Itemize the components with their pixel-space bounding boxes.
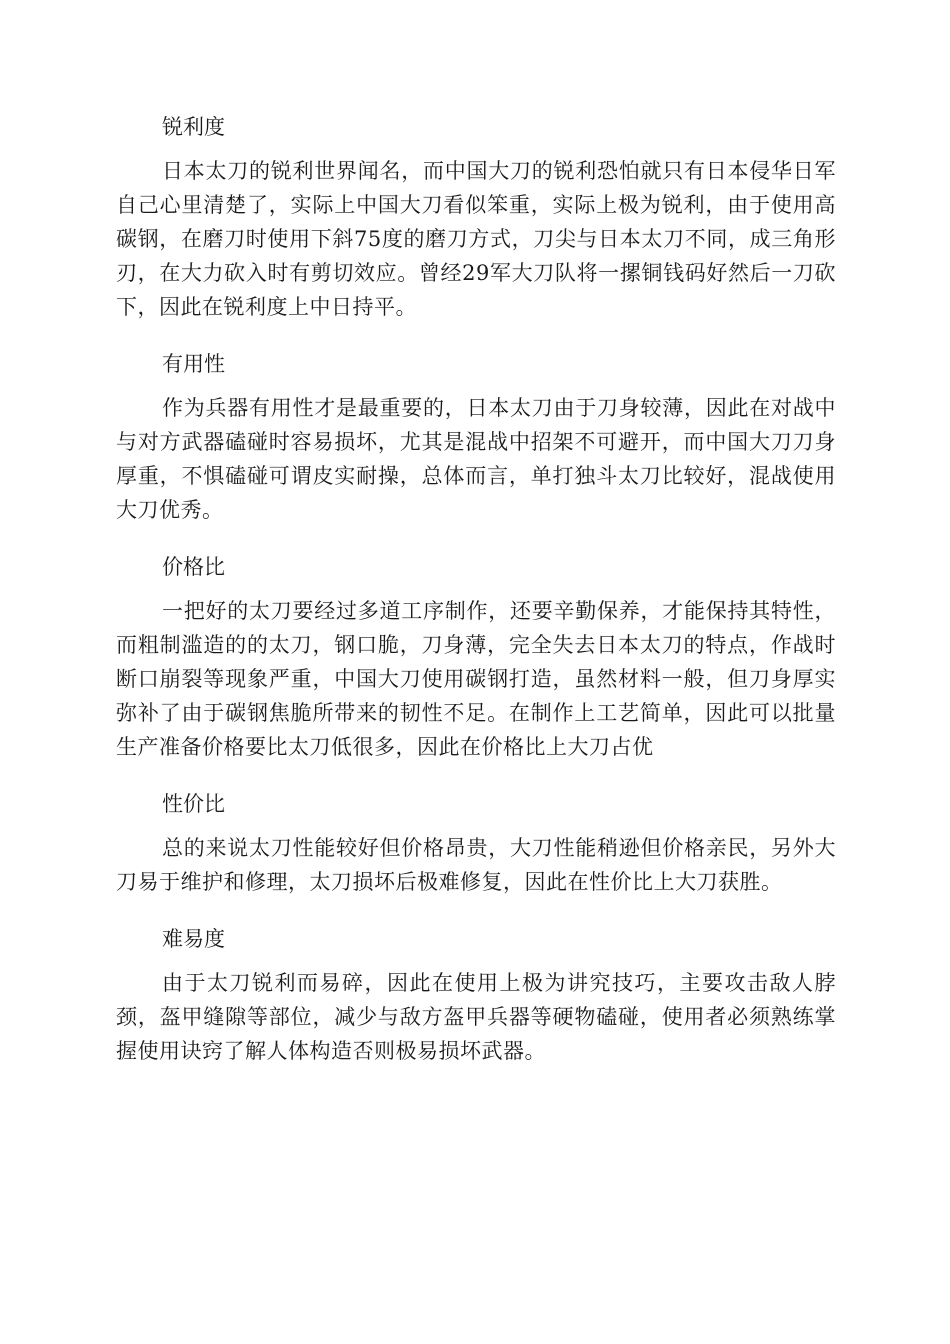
section-body-difficulty: 由于太刀锐利而易碎，因此在使用上极为讲究技巧，主要攻击敌人脖颈，盔甲缝隙等部位，减少与敌方盔甲兵器等硬物磕碰，使用者必须熟练掌握使用诀窍了解人体构造否则极易损坏武器。 [116, 971, 836, 1063]
document-content [116, 108, 836, 1068]
section-body-cost-performance: 总的来说太刀性能较好但价格昂贵，大刀性能稍逊但价格亲民，另外大刀易于维护和修理，太刀损坏后极难修复，因此在性价比上大刀获胜。 [116, 836, 836, 894]
section-body-sharpness: 日本太刀的锐利世界闻名，而中国大刀的锐利恐怕就只有日本侵华日军自己心里清楚了，实际上中国大刀看似笨重，实际上极为锐利，由于使用高碳钢，在磨刀时使用下斜75度的磨刀方式，刀尖与日本太刀不同，成三角形刃，在大力砍入时有剪切效应。曾经29军大刀队将一摞铜钱码好然后一刀砍下，因此在锐利度上中日持平。 [116, 159, 836, 319]
section-body-price-ratio: 一把好的太刀要经过多道工序制作，还要辛勤保养，才能保持其特性，而粗制滥造的的太刀，钢口脆，刀身薄，完全失去日本太刀的特点，作战时断口崩裂等现象严重，中国大刀使用碳钢打造，虽然材料一般，但刀身厚实弥补了由于碳钢焦脆所带来的韧性不足。在制作上工艺简单，因此可以批量生产准备价格要比太刀低很多，因此在价格比上大刀占优 [116, 599, 836, 759]
section-heading-sharpness: 锐利度 [162, 115, 225, 139]
section-heading-price-ratio: 价格比 [162, 555, 225, 579]
section-heading-usefulness: 有用性 [162, 352, 225, 376]
section-heading-cost-performance: 性价比 [162, 792, 225, 816]
section-body-usefulness: 作为兵器有用性才是最重要的，日本太刀由于刀身较薄，因此在对战中与对方武器磕碰时容易损坏，尤其是混战中招架不可避开，而中国大刀刀身厚重，不惧磕碰可谓皮实耐操，总体而言，单打独斗太刀比较好，混战使用大刀优秀。 [116, 396, 836, 522]
section-heading-difficulty: 难易度 [162, 927, 225, 951]
